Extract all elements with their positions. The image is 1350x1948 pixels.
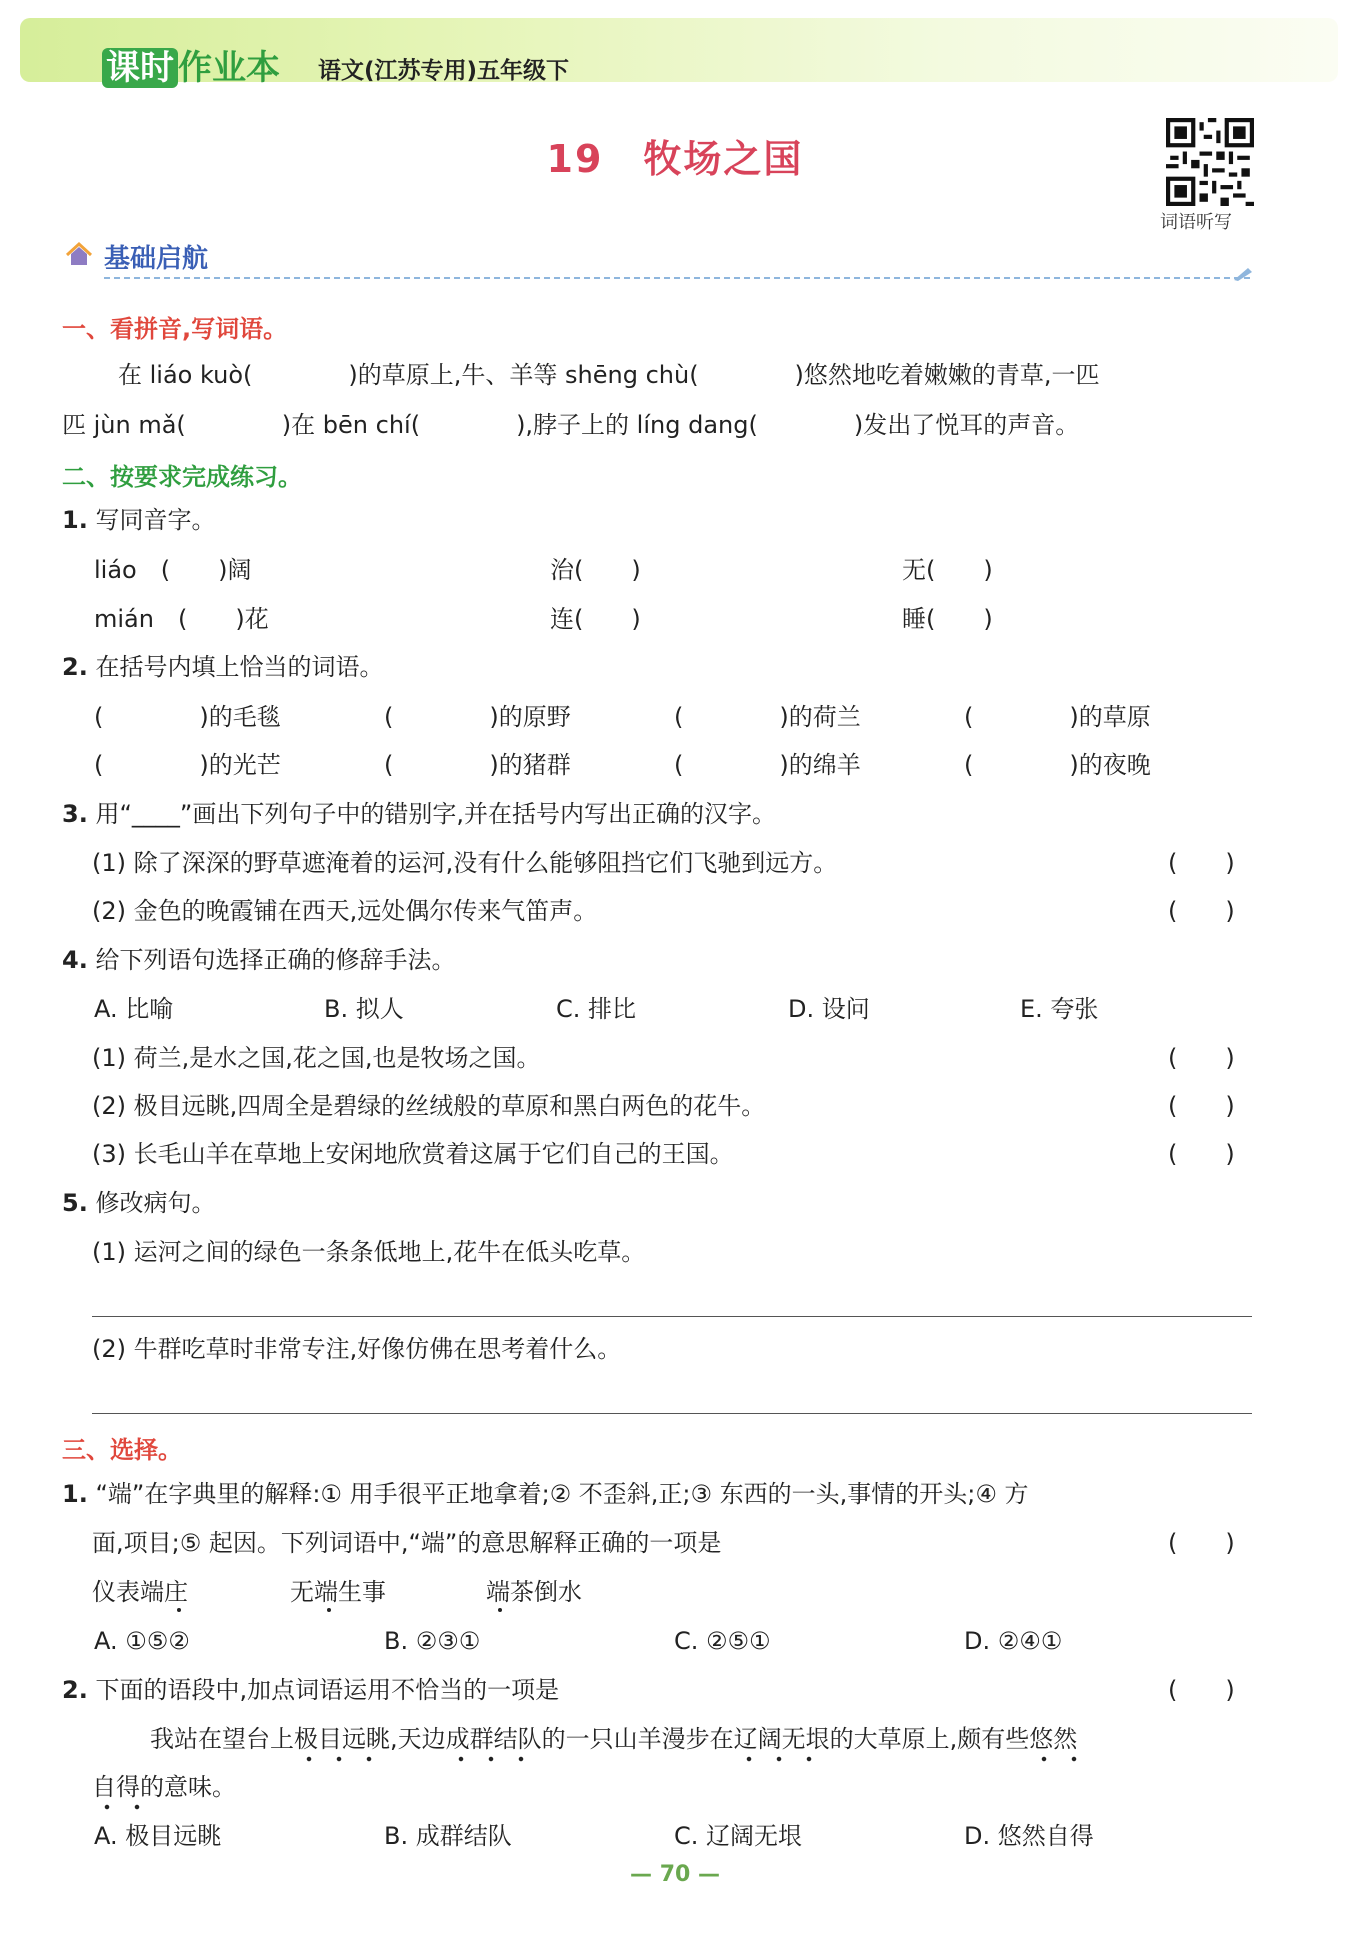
q2-row2-item: ( )的绵羊: [674, 751, 861, 779]
answer-paren[interactable]: ( ): [1168, 897, 1235, 925]
p3q2-option: B. 成群结队: [384, 1822, 512, 1850]
q3-text: 用“____”画出下列句子中的错别字,并在括号内写出正确的汉字。: [95, 800, 776, 828]
q2-prompt: [62, 652, 383, 682]
answer-paren[interactable]: ( ): [1168, 1140, 1235, 1168]
p3q1-line2: 面,项目;⑤ 起因。下列词语中,“端”的意思解释正确的一项是: [92, 1529, 722, 1557]
p3q2-option: A. 极目远眺: [94, 1822, 222, 1850]
qr-code-icon[interactable]: [1166, 118, 1254, 206]
q5-number: 5.: [62, 1189, 88, 1217]
subject-label: 语文(江苏专用)五年级下: [318, 58, 570, 84]
q4-item: (1) 荷兰,是水之国,花之国,也是牧场之国。: [92, 1044, 541, 1072]
q1-number: 1.: [62, 506, 88, 534]
page-title: 19 牧场之国: [546, 137, 804, 181]
q2-row1-item: ( )的毛毯: [94, 703, 281, 731]
q4-text: 给下列语句选择正确的修辞手法。: [95, 946, 456, 974]
page-number: — 70 —: [630, 1862, 720, 1887]
p3q1-option: C. ②⑤①: [674, 1627, 771, 1655]
p3q1-number: 1.: [62, 1480, 88, 1508]
q2-number: 2.: [62, 653, 88, 681]
p3q2-number: 2.: [62, 1676, 88, 1704]
q1-row1-item: 无( ): [902, 556, 993, 584]
house-icon: [64, 240, 94, 270]
logo-badge-text: 课时: [102, 48, 178, 88]
p3q2-text: 下面的语段中,加点词语运用不恰当的一项是: [95, 1676, 560, 1704]
series-logo: [102, 40, 280, 89]
emphasis-dot: [177, 1608, 181, 1612]
dotted-word: 自得: [92, 1773, 140, 1811]
q1-row2-item: 连( ): [550, 605, 641, 633]
answer-paren[interactable]: ( ): [1168, 1529, 1235, 1557]
q1-prompt: [62, 505, 215, 535]
para-text: 的意味。: [140, 1773, 236, 1801]
p3q1-option: A. ①⑤②: [94, 1627, 190, 1655]
answer-paren[interactable]: ( ): [1168, 1676, 1235, 1704]
dotted-word: 悠然: [1029, 1725, 1077, 1763]
p3q1-word: 端茶倒水: [486, 1578, 582, 1606]
q1-row1-item: 治( ): [550, 556, 641, 584]
answer-paren[interactable]: ( ): [1168, 1044, 1235, 1072]
p3q2-option: D. 悠然自得: [964, 1822, 1094, 1850]
answer-line[interactable]: [92, 1413, 1252, 1414]
para-text: 的一只山羊漫步在: [541, 1725, 734, 1753]
answer-paren[interactable]: ( ): [1168, 849, 1235, 877]
p3q1-word: 仪表端庄: [92, 1578, 188, 1606]
part2-heading: 二、按要求完成练习。: [62, 463, 302, 491]
q1-row2-item: mián ( )花: [94, 605, 269, 633]
q1-row2-item: 睡( ): [902, 605, 993, 633]
dotted-word: 极目远眺: [294, 1725, 390, 1763]
pencil-icon: [1232, 266, 1254, 282]
p3q1-option: B. ②③①: [384, 1627, 481, 1655]
q3-item: (1) 除了深深的野草遮淹着的运河,没有什么能够阻挡它们飞驰到远方。: [92, 849, 838, 877]
q5-text: 修改病句。: [95, 1189, 216, 1217]
answer-paren[interactable]: ( ): [1168, 1092, 1235, 1120]
q4-option: C. 排比: [556, 995, 637, 1023]
part1-line1: 在 liáo kuò( )的草原上,牛、羊等 shēng chù( )悠然地吃着嫩嫩的青草,一匹: [118, 361, 1100, 389]
part1-heading: 一、看拼音,写词语。: [62, 315, 288, 343]
q2-row1-item: ( )的草原: [964, 703, 1151, 731]
part3-heading: 三、选择。: [62, 1436, 182, 1464]
p3q1-text: “端”在字典里的解释:① 用手很平正地拿着;② 不歪斜,正;③ 东西的一头,事情的开头;④ 方: [95, 1480, 1029, 1508]
p3q1-line1: [62, 1479, 1029, 1509]
answer-line[interactable]: [92, 1316, 1252, 1317]
q4-option: E. 夸张: [1020, 995, 1099, 1023]
dotted-word: 成群结队: [446, 1725, 542, 1763]
p3q1-word: 无端生事: [290, 1578, 386, 1606]
q1-text: 写同音字。: [95, 506, 216, 534]
p3q2-paragraph-line2: [92, 1772, 236, 1802]
q3-number: 3.: [62, 800, 88, 828]
para-text: ,天边: [390, 1725, 446, 1753]
q3-item: (2) 金色的晚霞铺在西天,远处偶尔传来气笛声。: [92, 897, 598, 925]
p3q2-option: C. 辽阔无垠: [674, 1822, 803, 1850]
q4-prompt: [62, 945, 455, 975]
p3q1-option: D. ②④①: [964, 1627, 1063, 1655]
q1-row1-item: liáo ( )阔: [94, 556, 252, 584]
dotted-word: 辽阔无垠: [734, 1725, 830, 1763]
logo-text: 作业本: [178, 48, 280, 88]
part1-line2: 匹 jùn mǎ( )在 bēn chí( ),脖子上的 líng dang( )发出了悦耳的声音。: [62, 411, 1080, 439]
q4-option: D. 设问: [788, 995, 870, 1023]
q4-option: A. 比喻: [94, 995, 174, 1023]
emphasis-dot: [498, 1608, 502, 1612]
q4-number: 4.: [62, 946, 88, 974]
q2-row2-item: ( )的夜晚: [964, 751, 1151, 779]
q5-prompt: [62, 1188, 215, 1218]
q5-item: (2) 牛群吃草时非常专注,好像仿佛在思考着什么。: [92, 1335, 622, 1363]
para-text: 我站在望台上: [150, 1725, 294, 1753]
q5-item: (1) 运河之间的绿色一条条低地上,花牛在低头吃草。: [92, 1238, 646, 1266]
q3-prompt: [62, 799, 776, 829]
para-text: 的大草原上,颇有些: [829, 1725, 1030, 1753]
q4-item: (3) 长毛山羊在草地上安闲地欣赏着这属于它们自己的王国。: [92, 1140, 734, 1168]
p3q2-prompt: [62, 1675, 559, 1705]
q2-row1-item: ( )的原野: [384, 703, 571, 731]
q2-text: 在括号内填上恰当的词语。: [95, 653, 384, 681]
section-heading-basic: 基础启航: [104, 244, 209, 274]
qr-caption: 词语听写: [1160, 212, 1232, 233]
q4-option: B. 拟人: [324, 995, 404, 1023]
section-divider: [104, 277, 1250, 279]
q2-row2-item: ( )的光芒: [94, 751, 281, 779]
q2-row2-item: ( )的猪群: [384, 751, 571, 779]
emphasis-dot: [327, 1608, 331, 1612]
q2-row1-item: ( )的荷兰: [674, 703, 861, 731]
q4-item: (2) 极目远眺,四周全是碧绿的丝绒般的草原和黑白两色的花牛。: [92, 1092, 766, 1120]
p3q2-paragraph-line1: [150, 1724, 1077, 1754]
